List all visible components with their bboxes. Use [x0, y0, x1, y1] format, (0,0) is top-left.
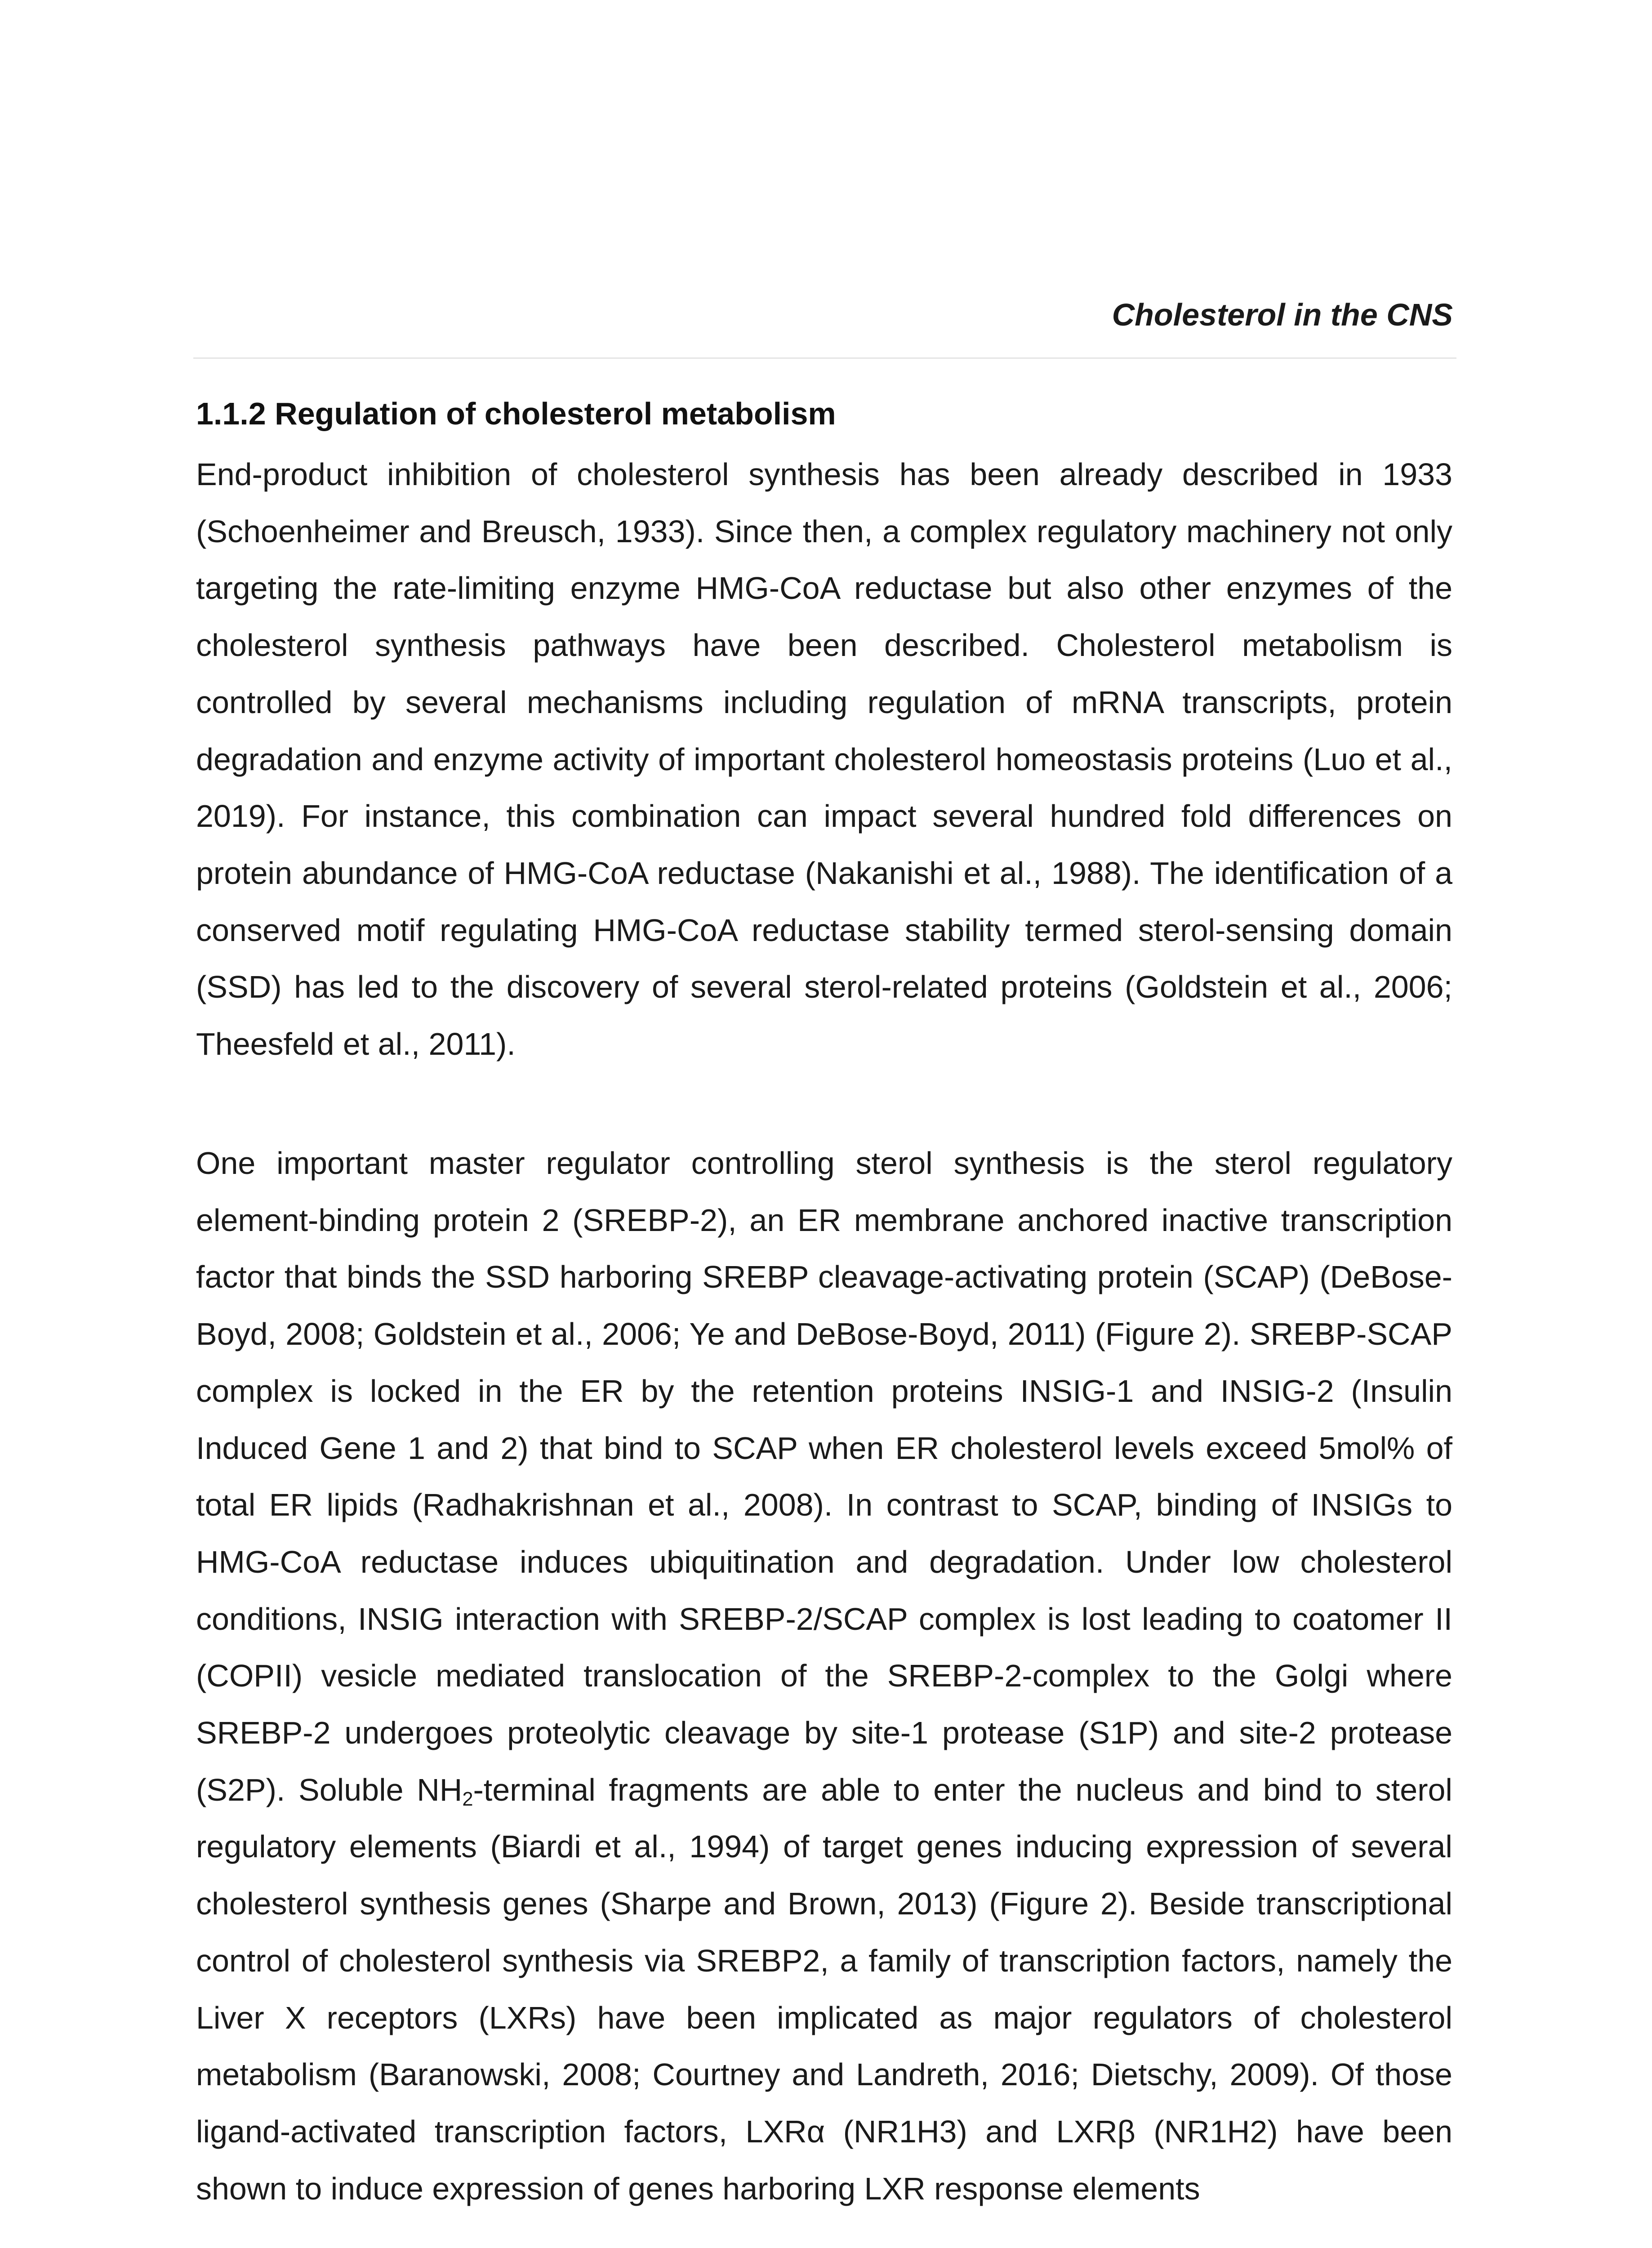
paragraph-1: End-product inhibition of cholesterol synthesis has been already described in 1933 (Schoenheimer and Breusch, 1933). Since then, a complex regulatory machinery not only targeting the rate-limiting enzyme HMG-CoA reductase but also other enzymes of the cholesterol synthesis pathways have been described. Cholesterol metabolism is controlled by several mechanisms including regulation of mRNA transcripts, protein degradation and enzyme activity of important cholesterol homeostasis proteins (Luo et al., 2019). For instance, this combination can impact several hundred fold differences on protein abundance of HMG-CoA reductase (Nakanishi et al., 1988). The identification of a conserved motif regulating HMG-CoA reductase stability termed sterol-sensing domain (SSD) has led to the discovery of several sterol-related proteins (Goldstein et al., 2006; Theesfeld et al., 2011).: [196, 457, 1452, 1062]
header-rule: [193, 357, 1456, 359]
running-header: Cholesterol in the CNS: [1112, 297, 1453, 332]
paragraph-2-text-a: One important master regulator controlling sterol synthesis is the sterol regulatory element-binding protein 2 (SREBP-2), an ER membrane anchored inactive transcription factor that binds the SSD harboring SREBP cleavage-activating protein (SCAP) (DeBose-Boyd, 2008; Goldstein et al., 2006; Ye and DeBose-Boyd, 2011) (Figure 2). SREBP-SCAP complex is locked in the ER by the retention proteins INSIG-1 and INSIG-2 (Insulin Induced Gene 1 and 2) that bind to SCAP when ER cholesterol levels exceed 5mol% of total ER lipids (Radhakrishnan et al., 2008). In contrast to SCAP, binding of INSIGs to HMG-CoA reductase induces ubiquitination and degradation. Under low cholesterol conditions, INSIG interaction with SREBP-2/SCAP complex is lost leading to coatomer II (COPII) vesicle mediated translocation of the SREBP-2-complex to the Golgi where SREBP-2 undergoes proteolytic cleavage by site-1 protease (S1P) and site-2 protease (S2P). Soluble NH: [196, 1146, 1452, 1807]
paragraph-2-text-b: -terminal fragments are able to enter the nucleus and bind to sterol regulatory elements (Biardi et al., 1994) of target genes inducing expression of several cholesterol synthesis genes (Sharpe and Brown, 2013) (Figure 2). Beside transcriptional control of cholesterol synthesis via SREBP2, a family of transcription factors, namely the Liver X receptors (LXRs) have been implicated as major regulators of cholesterol metabolism (Baranowski, 2008; Courtney and Landreth, 2016; Dietschy, 2009). Of those ligand-activated transcription factors, LXRα (NR1H3) and LXRβ (NR1H2) have been shown to induce expression of genes harboring LXR response elements: [196, 1772, 1452, 2206]
section-heading: 1.1.2 Regulation of cholesterol metabolism: [196, 396, 836, 431]
subscript-2: 2: [462, 1788, 473, 1810]
paragraph-2: [196, 1135, 1452, 2217]
